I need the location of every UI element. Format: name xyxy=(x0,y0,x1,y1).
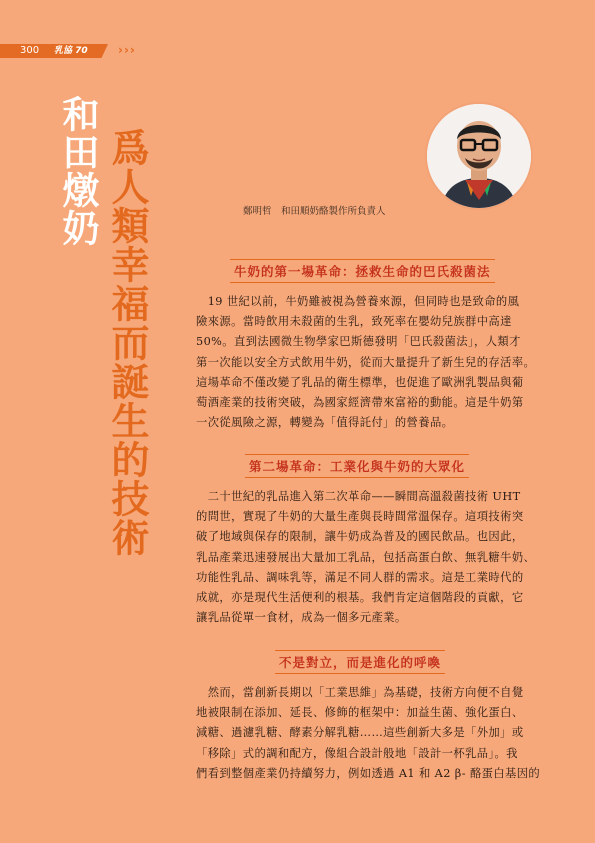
section-heading-1 xyxy=(0,259,595,283)
page-number: 300 xyxy=(20,45,40,56)
section-heading-2-text: 第二場革命：工業化與牛奶的大眾化 xyxy=(245,454,469,478)
body-line: 成就，亦是現代生活便利的根基。我們肯定這個階段的貢獻，它 xyxy=(196,590,524,604)
chevron-right-icon: ››› xyxy=(118,43,136,57)
body-line: 破了地域與保存的限制，讓牛奶成為普及的國民飲品。也因此， xyxy=(196,530,524,544)
author-portrait xyxy=(427,104,531,208)
body-line: 功能性乳品、調味乳等，滿足不同人群的需求。這是工業時代的 xyxy=(196,570,524,584)
author-byline: 鄭明哲 和田順奶酪製作所負責人 xyxy=(243,206,386,217)
body-line: 的問世，實現了牛奶的大量生產與長時間常溫保存。這項技術突 xyxy=(196,510,524,524)
section-heading-3-text: 不是對立，而是進化的呼喚 xyxy=(275,650,445,674)
body-line: 二十世紀的乳品進入第二次革命——瞬間高溫殺菌技術 UHT xyxy=(196,490,521,503)
article-title-line-1: 和田燉奶 xyxy=(56,95,99,247)
body-line: 第一次能以安全方式飲用牛奶，從而大量提升了新生兒的存活率。 xyxy=(196,355,536,369)
body-line: 乳品產業迅速發展出大量加工乳品，包括高蛋白飲、無乳糖牛奶、 xyxy=(196,550,536,564)
page-header xyxy=(0,44,595,58)
section-heading-3 xyxy=(0,650,595,674)
body-line: 一次從風險之源，轉變為「值得託付」的營養品。 xyxy=(196,416,454,430)
section-body-1 xyxy=(196,292,541,433)
body-line: 減糖、過濾乳糖、酵素分解乳糖……這些創新大多是「外加」或 xyxy=(196,726,524,740)
body-line: 這場革命不僅改變了乳品的衛生標準，也促進了歐洲乳製品與葡 xyxy=(196,375,524,389)
author-photo-icon xyxy=(427,104,531,208)
section-body-2 xyxy=(196,487,541,628)
section-heading-2 xyxy=(0,454,595,478)
body-line: 然而，當創新長期以「工業思維」為基礎，技術方向便不自覺 xyxy=(196,686,524,699)
body-line: 萄酒產業的技術突破，為國家經濟帶來富裕的動能。這是牛奶第 xyxy=(196,395,524,409)
body-line: 險來源。當時飲用未殺菌的生乳，致死率在嬰幼兒族群中高達 xyxy=(196,315,512,329)
body-line: 「移除」式的調和配方，像組合設計般地「設計一杯乳品」。我 xyxy=(196,746,518,760)
article-title-line-2: 爲人類幸福而誕生的技術 xyxy=(105,128,149,557)
body-line: 地被限制在添加、延長、修飾的框架中：加益生菌、強化蛋白、 xyxy=(196,706,524,720)
body-line: 讓乳品從單一食材，成為一個多元產業。 xyxy=(196,611,407,625)
body-line: 19 世紀以前，牛奶雖被視為營養來源，但同時也是致命的風 xyxy=(196,295,520,308)
issue-label: 乳協 70 xyxy=(54,46,88,56)
body-line: 們看到整個產業仍持續努力，例如透過 A1 和 A2 β- 酪蛋白基因的 xyxy=(196,766,541,780)
section-body-3 xyxy=(196,683,541,784)
section-heading-1-text: 牛奶的第一場革命：拯救生命的巴氏殺菌法 xyxy=(230,259,495,283)
body-line: 50%。直到法國微生物學家巴斯德發明「巴氏殺菌法」，人類才 xyxy=(196,335,521,349)
